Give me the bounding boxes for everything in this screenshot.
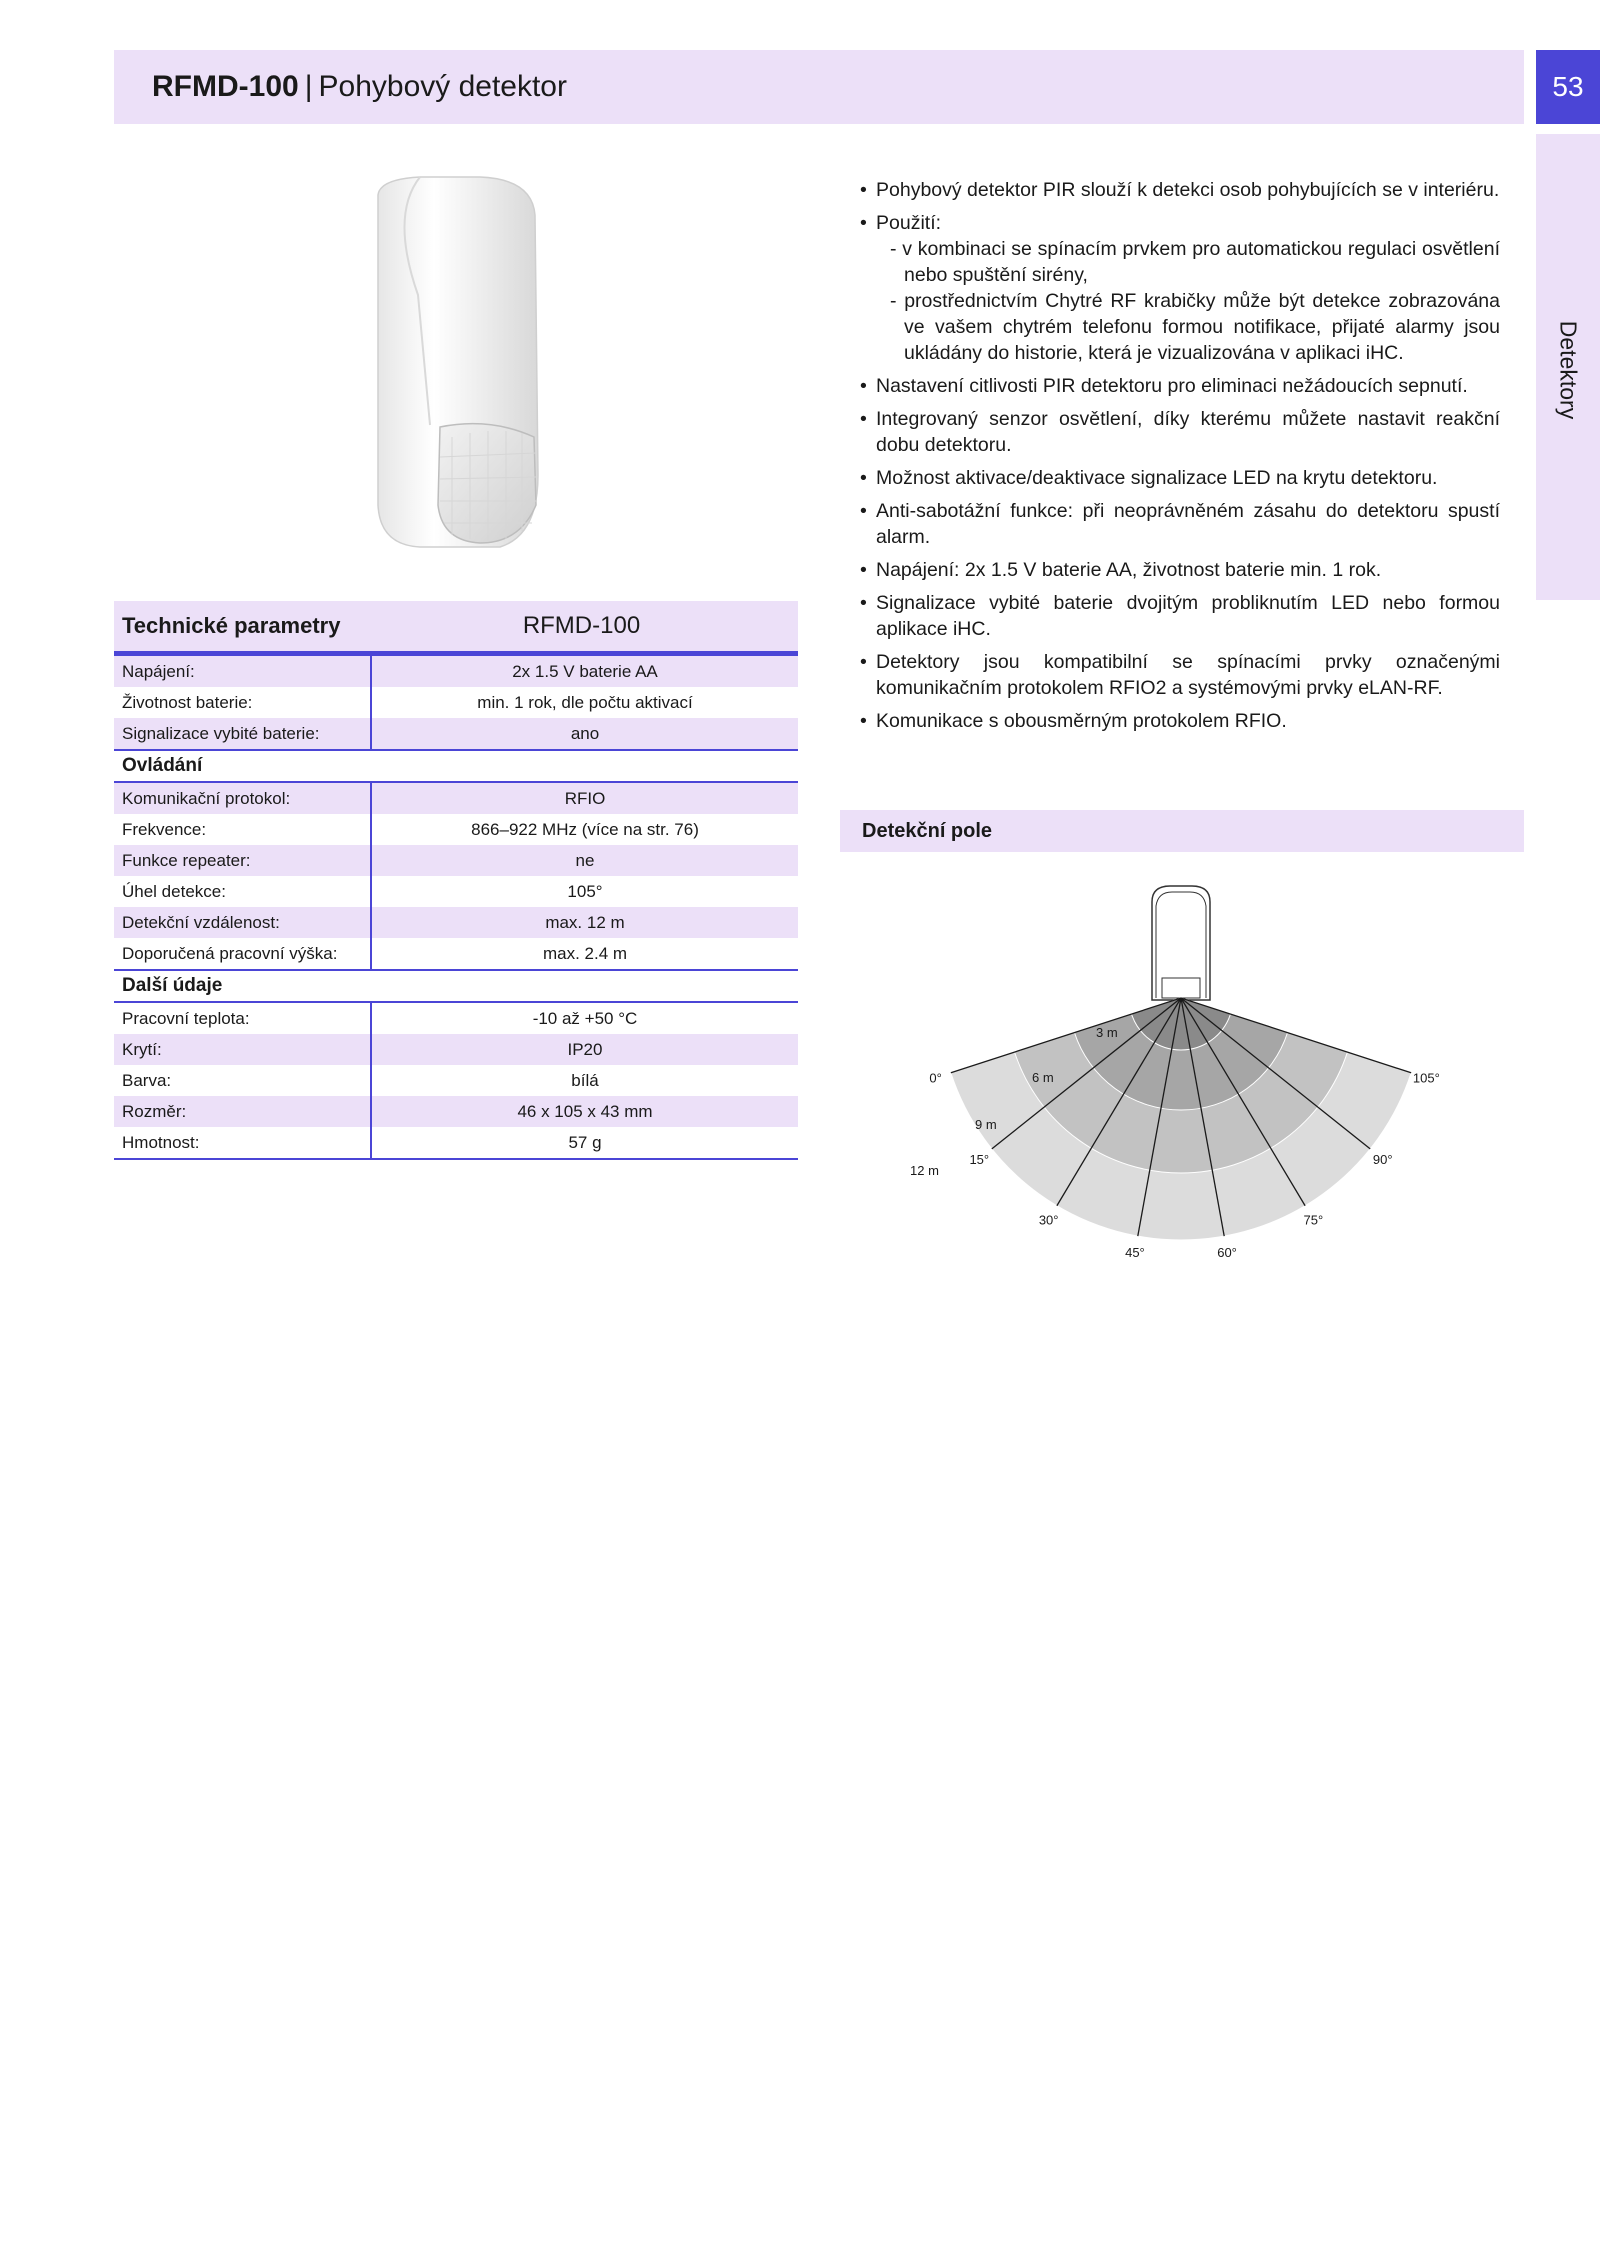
row-label: Barva: — [114, 1065, 372, 1096]
list-item — [860, 406, 1500, 458]
row-value: min. 1 rok, dle počtu aktivací — [477, 693, 693, 712]
spec-table-title: Technické parametry — [122, 613, 341, 638]
row-label: Úhel detekce: — [114, 876, 372, 907]
feature-list — [860, 177, 1500, 741]
row-value: 866–922 MHz (více na str. 76) — [471, 820, 699, 839]
feature-text: Pohybový detektor PIR slouží k detekci osob pohybujících se v interiéru. — [876, 179, 1500, 201]
angle-label: 75° — [1303, 1212, 1324, 1228]
feature-text: Napájení: 2x 1.5 V baterie AA, životnost baterie min. 1 rok. — [876, 559, 1382, 581]
distance-label: 12 m — [910, 1163, 939, 1178]
side-tab-label: Detektory — [1555, 320, 1582, 420]
row-value: ne — [575, 851, 595, 870]
feature-text: Integrovaný senzor osvětlení, díky kterému můžete nastavit reakční dobu detektoru. — [876, 408, 1500, 456]
page-number: 53 — [1536, 50, 1600, 124]
row-value: bílá — [571, 1071, 599, 1090]
angle-label: 90° — [1372, 1151, 1393, 1167]
title-separator: | — [304, 70, 313, 103]
section-heading-other: Další údaje — [114, 969, 798, 1003]
feature-text: Nastavení citlivosti PIR detektoru pro eliminaci nežádoucích sepnutí. — [876, 375, 1468, 397]
table-row — [114, 656, 798, 687]
spec-table — [114, 601, 798, 1160]
row-value: ano — [570, 724, 600, 743]
list-item — [860, 177, 1500, 203]
row-value: RFIO — [564, 789, 606, 808]
feature-text: Anti-sabotážní funkce: při neoprávněném zásahu do detektoru spustí alarm. — [876, 500, 1500, 548]
feature-subitem: - prostřednictvím Chytré RF krabičky může být detekce zobrazována ve vašem chytrém telefonu formou notifikace, přijaté alarmy jsou ukládány do historie, která je vizualizována v aplikaci iHC. — [890, 290, 1500, 364]
product-image — [360, 175, 560, 555]
table-row — [114, 814, 798, 845]
row-label: Detekční vzdálenost: — [114, 907, 372, 938]
row-label: Rozměr: — [114, 1096, 372, 1127]
list-item — [860, 708, 1500, 734]
row-label: Životnost baterie: — [114, 687, 372, 718]
spec-table-column: RFMD-100 — [522, 612, 641, 639]
feature-text: Detektory jsou kompatibilní se spínacími prvky označenými komunikačním protokolem RFIO2 a systémovými prvky eLAN-RF. — [876, 651, 1500, 699]
row-label: Signalizace vybité baterie: — [114, 718, 372, 749]
side-tab — [1536, 134, 1600, 600]
row-label: Frekvence: — [114, 814, 372, 845]
row-label: Pracovní teplota: — [114, 1003, 372, 1034]
list-item — [860, 210, 1500, 366]
feature-text: Použití: — [876, 212, 942, 234]
list-item — [860, 465, 1500, 491]
list-item — [860, 649, 1500, 701]
row-label: Funkce repeater: — [114, 845, 372, 876]
row-label: Napájení: — [114, 656, 372, 687]
table-row — [114, 718, 798, 749]
row-label: Komunikační protokol: — [114, 783, 372, 814]
angle-label: 105° — [1412, 1070, 1440, 1086]
distance-label: 3 m — [1096, 1025, 1118, 1040]
table-row — [114, 687, 798, 718]
table-row — [114, 907, 798, 938]
list-item — [860, 498, 1500, 550]
list-item — [860, 373, 1500, 399]
product-subtitle: Pohybový detektor — [318, 70, 567, 103]
table-row — [114, 938, 798, 969]
row-value: 105° — [567, 882, 603, 901]
row-value: -10 až +50 °C — [532, 1009, 638, 1028]
table-row — [114, 1065, 798, 1096]
list-item — [860, 590, 1500, 642]
angle-label: 30° — [1038, 1212, 1059, 1228]
list-item — [860, 557, 1500, 583]
page-title — [152, 50, 567, 124]
spec-table-header — [114, 601, 798, 656]
detection-field-diagram — [880, 880, 1480, 1340]
row-value: 46 x 105 x 43 mm — [517, 1102, 653, 1121]
table-row — [114, 1003, 798, 1034]
table-row — [114, 1034, 798, 1065]
table-row — [114, 876, 798, 907]
angle-label: 45° — [1125, 1244, 1145, 1260]
sensor-device-icon — [1152, 886, 1210, 1000]
product-model: RFMD-100 — [152, 70, 299, 103]
row-value: max. 2.4 m — [542, 944, 628, 963]
angle-label: 0° — [929, 1070, 942, 1086]
row-label: Hmotnost: — [114, 1127, 372, 1158]
detection-title: Detekční pole — [862, 820, 993, 842]
table-row — [114, 1096, 798, 1127]
section-heading-control: Ovládání — [114, 749, 798, 783]
row-value: 2x 1.5 V baterie AA — [512, 662, 658, 681]
feature-subitem: - v kombinaci se spínacím prvkem pro automatickou regulaci osvětlení nebo spuštění sirény, — [890, 238, 1500, 286]
angle-label: 15° — [969, 1151, 990, 1167]
table-row — [114, 1127, 798, 1160]
feature-text: Komunikace s obousměrným protokolem RFIO. — [876, 710, 1287, 732]
feature-text: Možnost aktivace/deaktivace signalizace LED na krytu detektoru. — [876, 467, 1438, 489]
table-row — [114, 845, 798, 876]
table-row — [114, 783, 798, 814]
row-label: Krytí: — [114, 1034, 372, 1065]
angle-label: 60° — [1217, 1244, 1237, 1260]
row-label: Doporučená pracovní výška: — [114, 938, 372, 969]
detection-section-header — [840, 810, 1524, 852]
distance-label: 9 m — [975, 1117, 997, 1132]
page-header — [114, 50, 1524, 124]
distance-label: 6 m — [1032, 1070, 1054, 1085]
row-value: IP20 — [567, 1040, 603, 1059]
feature-text: Signalizace vybité baterie dvojitým probliknutím LED nebo formou aplikace iHC. — [876, 592, 1500, 640]
row-value: 57 g — [568, 1133, 602, 1152]
row-value: max. 12 m — [545, 913, 625, 932]
